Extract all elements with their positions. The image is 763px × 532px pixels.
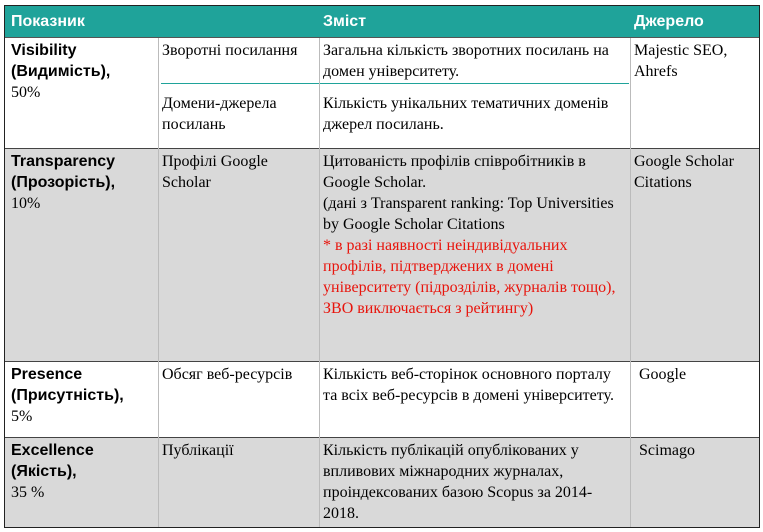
subindicator-content bbox=[323, 151, 628, 319]
indicator-name: Visibility (Видимість), bbox=[11, 42, 111, 80]
divider bbox=[161, 83, 629, 84]
indicator-cell bbox=[11, 364, 156, 427]
table-row-excellence bbox=[5, 438, 759, 527]
column-divider bbox=[630, 38, 631, 527]
content-main: Цитованість профілів співробітників в Google Scholar. bbox=[323, 153, 586, 191]
table-row-presence bbox=[5, 362, 759, 438]
header-source: Джерело bbox=[634, 13, 704, 30]
indicator-cell bbox=[11, 40, 156, 103]
subindicator-label: Обсяг веб-ресурсів bbox=[162, 366, 293, 383]
subindicator-content: Загальна кількість зворотних посилань на домен університету. bbox=[323, 42, 609, 80]
subindicator-label: Домени-джерела посилань bbox=[162, 95, 277, 133]
source-cell: Majestic SEO, Ahrefs bbox=[634, 42, 728, 80]
subindicator-label: Публікації bbox=[162, 442, 234, 459]
indicator-weight: 5% bbox=[11, 408, 33, 425]
content-warning: * в разі наявності неіндивідуальних профілів, підтверджених в домені університету (підрозділів, журналів тощо), ЗВО виключається з рейтингу) bbox=[323, 237, 616, 317]
indicator-weight: 50% bbox=[11, 84, 41, 101]
criteria-table bbox=[4, 5, 760, 528]
table-row-visibility bbox=[5, 38, 759, 149]
column-divider bbox=[158, 38, 159, 527]
header-indicator: Показник bbox=[11, 13, 85, 30]
column-divider bbox=[319, 38, 320, 527]
table-header bbox=[5, 6, 759, 38]
source-cell: Scimago bbox=[639, 442, 695, 459]
indicator-weight: 10% bbox=[11, 195, 41, 212]
indicator-cell bbox=[11, 151, 156, 214]
subindicator-label: Профілі Google Scholar bbox=[162, 153, 268, 191]
table-row-transparency bbox=[5, 149, 759, 362]
indicator-name: Transparency (Прозорість), bbox=[11, 153, 116, 191]
subindicator-label: Зворотні посилання bbox=[162, 42, 298, 59]
content-note: (дані з Transparent ranking: Top Universities by Google Scholar Citations bbox=[323, 195, 614, 233]
source-cell: Google bbox=[639, 366, 687, 383]
header-content: Зміст bbox=[323, 13, 367, 30]
indicator-name: Excellence (Якість), bbox=[11, 442, 94, 480]
subindicator-content: Кількість публікацій опублікованих у впливових міжнародних журналах, проіндексованих базою Scopus за 2014-2018. bbox=[323, 442, 593, 522]
indicator-weight: 35 % bbox=[11, 484, 45, 501]
source-cell: Google Scholar Citations bbox=[634, 153, 734, 191]
subindicator-content: Кількість веб-сторінок основного порталу та всіх веб-ресурсів в домені університету. bbox=[323, 366, 614, 404]
indicator-cell bbox=[11, 440, 156, 503]
indicator-name: Presence (Присутність), bbox=[11, 366, 124, 404]
subindicator-content: Кількість унікальних тематичних доменів джерел посилань. bbox=[323, 95, 609, 133]
